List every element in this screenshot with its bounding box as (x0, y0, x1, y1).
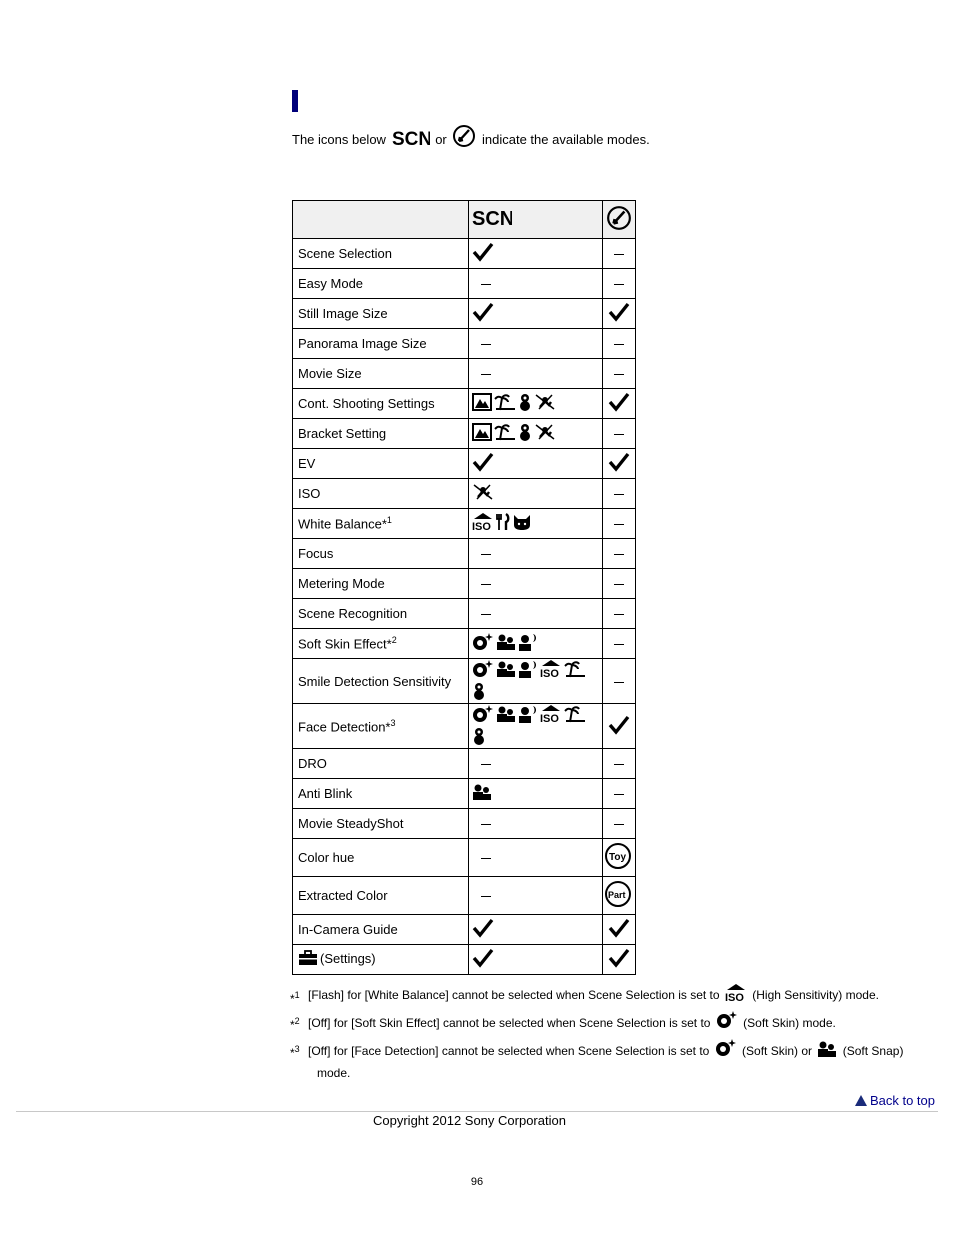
soft-skin-icon (715, 1038, 737, 1066)
scn-mode-icon (472, 207, 512, 229)
footnote-1: *$^1$ [Flash] for [White Balance] cannot be selected when Scene Selection is set to ISO (High Sensitivity) mode. (290, 984, 935, 1010)
program-availability-cell (603, 539, 636, 569)
sports-icon (534, 393, 556, 414)
table-row (293, 945, 636, 975)
not-available-dash (481, 896, 491, 897)
soft-snap-icon (496, 633, 516, 654)
program-availability-cell (603, 877, 636, 915)
not-available-dash (614, 824, 624, 825)
row-label: Metering Mode (293, 569, 469, 599)
scn-availability-cell (469, 839, 603, 877)
scn-availability-cell (469, 945, 603, 975)
table-row (293, 239, 636, 269)
svg-text:Part: Part (608, 890, 626, 900)
high-sensitivity-icon (725, 984, 747, 1010)
table-row (293, 389, 636, 419)
row-label: Focus (293, 539, 469, 569)
not-available-dash (481, 764, 491, 765)
not-available-dash (481, 554, 491, 555)
copyright-text: Copyright 2012 Sony Corporation (373, 1113, 566, 1128)
table-row (293, 839, 636, 877)
intro-before: The icons below (292, 132, 386, 147)
beach-icon (494, 423, 516, 444)
night-portrait-icon (518, 705, 538, 726)
table-row (293, 359, 636, 389)
table-row (293, 779, 636, 809)
not-available-dash (614, 494, 624, 495)
scn-availability-cell (469, 389, 603, 419)
check-icon (608, 392, 630, 415)
scn-availability-cell (469, 449, 603, 479)
row-label: EV (293, 449, 469, 479)
soft-skin-icon (716, 1010, 738, 1038)
program-pencil-icon (452, 124, 476, 159)
soft-snap-icon (472, 783, 492, 804)
scn-availability-cell (469, 599, 603, 629)
svg-text:ISO: ISO (724, 992, 744, 1002)
snow-icon (472, 727, 486, 748)
program-availability-cell (603, 419, 636, 449)
header-scn-cell (469, 201, 603, 239)
landscape-icon (472, 393, 492, 414)
svg-text:ISO: ISO (540, 713, 559, 723)
intro-or: or (435, 132, 447, 147)
high-sensitivity-icon (540, 660, 562, 681)
program-availability-cell (603, 479, 636, 509)
high-sensitivity-icon (472, 513, 494, 534)
table-row (293, 877, 636, 915)
scn-availability-cell (469, 269, 603, 299)
row-label: Movie SteadyShot (293, 809, 469, 839)
table-row (293, 419, 636, 449)
table-row (293, 329, 636, 359)
row-label: DRO (293, 749, 469, 779)
scn-availability-cell (469, 359, 603, 389)
program-availability-cell (603, 779, 636, 809)
not-available-dash (614, 794, 624, 795)
not-available-dash (614, 764, 624, 765)
check-icon (472, 242, 494, 265)
check-icon (608, 715, 630, 738)
program-availability-cell (603, 299, 636, 329)
settings-toolbox-icon (298, 950, 318, 969)
scn-availability-cell (469, 329, 603, 359)
scn-availability-cell (469, 419, 603, 449)
program-availability-cell (603, 809, 636, 839)
available-modes-table (292, 200, 636, 975)
program-pencil-icon (606, 205, 632, 231)
scn-mode-icon (392, 128, 430, 159)
table-row (293, 809, 636, 839)
header-blank-cell (293, 201, 469, 239)
soft-skin-icon (472, 659, 494, 682)
program-availability-cell (603, 509, 636, 539)
svg-text:SCN: SCN (472, 208, 512, 229)
scn-availability-cell (469, 509, 603, 539)
row-label: Anti Blink (293, 779, 469, 809)
svg-text:ISO: ISO (540, 668, 559, 678)
beach-icon (564, 660, 586, 681)
not-available-dash (614, 584, 624, 585)
check-icon (608, 918, 630, 941)
program-availability-cell (603, 449, 636, 479)
check-icon (608, 452, 630, 475)
row-label: Face Detection*$^3$ (293, 704, 469, 749)
soft-snap-icon (817, 1040, 837, 1066)
check-icon (472, 452, 494, 475)
program-availability-cell (603, 659, 636, 704)
beach-icon (564, 705, 586, 726)
table-row (293, 659, 636, 704)
soft-snap-icon (496, 705, 516, 726)
partial-color-icon (604, 880, 632, 911)
row-label: Panorama Image Size (293, 329, 469, 359)
not-available-dash (614, 254, 624, 255)
program-availability-cell (603, 749, 636, 779)
scn-availability-cell (469, 877, 603, 915)
table-row (293, 629, 636, 659)
row-label: In-Camera Guide (293, 915, 469, 945)
sports-icon (534, 423, 556, 444)
landscape-icon (472, 423, 492, 444)
row-label: Soft Skin Effect*$^2$ (293, 629, 469, 659)
program-availability-cell (603, 389, 636, 419)
row-label: White Balance*$^1$ (293, 509, 469, 539)
scn-availability-cell (469, 629, 603, 659)
table-row (293, 449, 636, 479)
snow-icon (518, 423, 532, 444)
program-availability-cell (603, 839, 636, 877)
row-label: (Settings) (293, 945, 469, 975)
scn-availability-cell (469, 659, 603, 704)
row-label: Easy Mode (293, 269, 469, 299)
footnotes (290, 984, 935, 1080)
not-available-dash (614, 434, 624, 435)
program-availability-cell (603, 599, 636, 629)
back-to-top-link[interactable]: Back to top (855, 1093, 935, 1109)
svg-text:ISO: ISO (472, 521, 491, 531)
table-row (293, 479, 636, 509)
not-available-dash (481, 858, 491, 859)
program-availability-cell (603, 329, 636, 359)
not-available-dash (481, 344, 491, 345)
check-icon (472, 948, 494, 971)
program-availability-cell (603, 239, 636, 269)
table-row (293, 269, 636, 299)
row-label: Scene Recognition (293, 599, 469, 629)
scn-availability-cell (469, 809, 603, 839)
snow-icon (518, 393, 532, 414)
row-label: Still Image Size (293, 299, 469, 329)
not-available-dash (614, 644, 624, 645)
snow-icon (472, 682, 486, 703)
scn-availability-cell (469, 539, 603, 569)
program-availability-cell (603, 569, 636, 599)
program-availability-cell (603, 359, 636, 389)
row-label: Movie Size (293, 359, 469, 389)
check-icon (472, 918, 494, 941)
soft-snap-icon (496, 660, 516, 681)
soft-skin-icon (472, 704, 494, 727)
scn-availability-cell (469, 779, 603, 809)
check-icon (608, 302, 630, 325)
table-row (293, 569, 636, 599)
not-available-dash (614, 374, 624, 375)
not-available-dash (481, 614, 491, 615)
scn-availability-cell (469, 239, 603, 269)
program-availability-cell (603, 704, 636, 749)
intro-after: indicate the available modes. (482, 132, 650, 147)
up-arrow-icon (855, 1094, 867, 1109)
scn-availability-cell (469, 749, 603, 779)
program-availability-cell (603, 945, 636, 975)
section-heading-bar (292, 90, 298, 112)
not-available-dash (614, 284, 624, 285)
not-available-dash (481, 374, 491, 375)
table-row (293, 539, 636, 569)
table-row (293, 749, 636, 779)
footnote-2: *$^2$ [Off] for [Soft Skin Effect] cannot be selected when Scene Selection is set to (Soft Skin) mode. (290, 1010, 935, 1038)
toy-camera-icon (604, 842, 632, 873)
gourmet-icon (496, 513, 510, 534)
program-availability-cell (603, 915, 636, 945)
not-available-dash (614, 554, 624, 555)
sports-icon (472, 483, 494, 504)
scn-availability-cell (469, 704, 603, 749)
row-label: Bracket Setting (293, 419, 469, 449)
table-row (293, 915, 636, 945)
pet-icon (512, 513, 532, 534)
not-available-dash (481, 284, 491, 285)
row-label: ISO (293, 479, 469, 509)
soft-skin-icon (472, 632, 494, 655)
scn-availability-cell (469, 569, 603, 599)
scn-availability-cell (469, 299, 603, 329)
footer-divider (16, 1111, 938, 1112)
program-availability-cell (603, 269, 636, 299)
check-icon (608, 948, 630, 971)
row-label: Scene Selection (293, 239, 469, 269)
table-row (293, 599, 636, 629)
beach-icon (494, 393, 516, 414)
row-label: Smile Detection Sensitivity (293, 659, 469, 704)
not-available-dash (481, 584, 491, 585)
table-row (293, 509, 636, 539)
scn-availability-cell (469, 915, 603, 945)
not-available-dash (614, 682, 624, 683)
intro-text (292, 124, 650, 159)
night-portrait-icon (518, 633, 538, 654)
table-row (293, 299, 636, 329)
not-available-dash (614, 344, 624, 345)
row-label: Cont. Shooting Settings (293, 389, 469, 419)
row-label: Extracted Color (293, 877, 469, 915)
page-number: 96 (470, 1176, 484, 1188)
not-available-dash (481, 824, 491, 825)
svg-text:SCN: SCN (391, 129, 430, 148)
check-icon (472, 302, 494, 325)
header-program-cell (603, 201, 636, 239)
high-sensitivity-icon (540, 705, 562, 726)
scn-availability-cell (469, 479, 603, 509)
svg-text:Toy: Toy (609, 852, 627, 863)
program-availability-cell (603, 629, 636, 659)
night-portrait-icon (518, 660, 538, 681)
footnote-3: *$^3$ [Off] for [Face Detection] cannot be selected when Scene Selection is set to (Soft Skin) or (Soft Snap) mode. (290, 1038, 935, 1080)
not-available-dash (614, 524, 624, 525)
not-available-dash (614, 614, 624, 615)
table-row (293, 704, 636, 749)
row-label: Color hue (293, 839, 469, 877)
